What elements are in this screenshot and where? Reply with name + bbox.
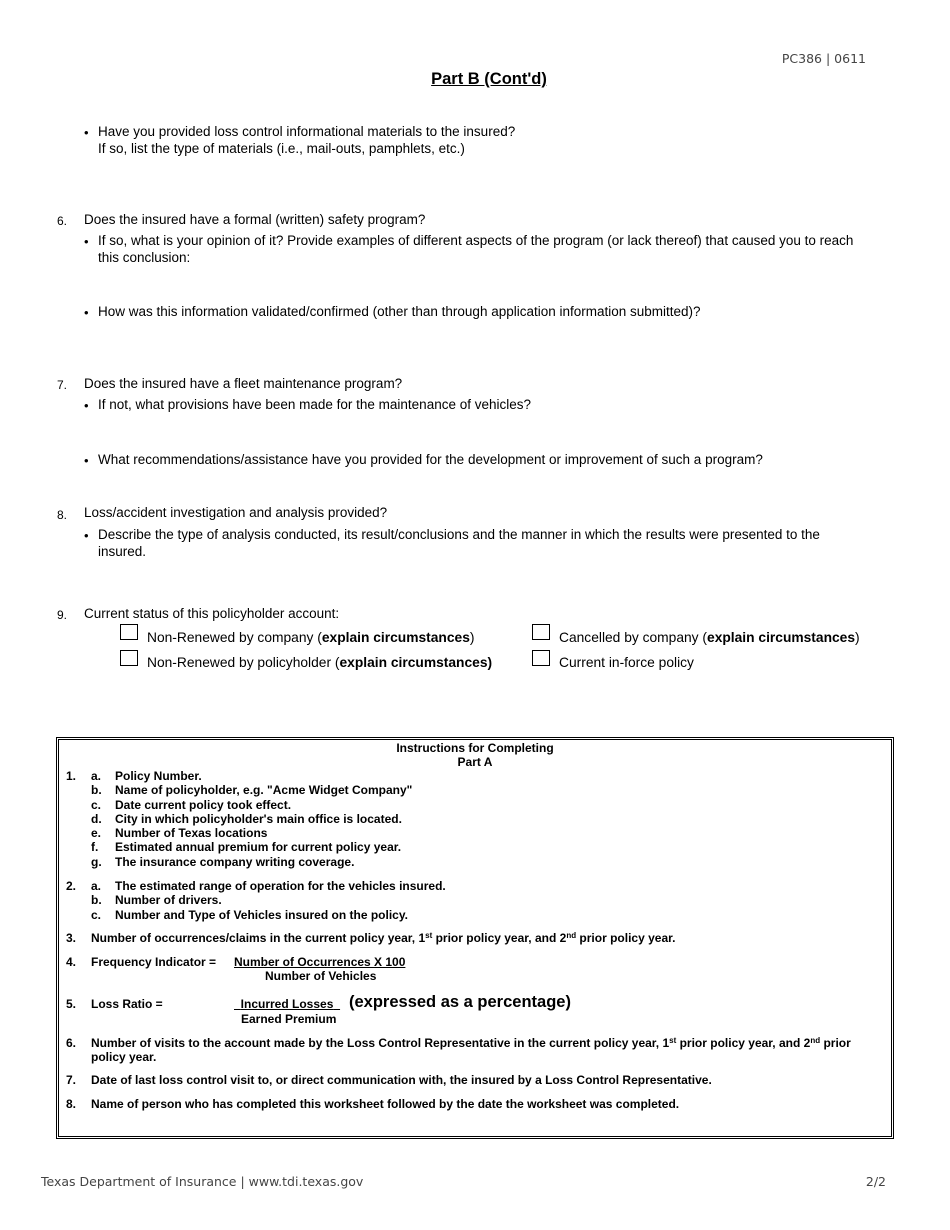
question-7-bullet-1: If not, what provisions have been made for the maintenance of vehicles?: [98, 397, 532, 412]
instruction-number: 2.: [66, 879, 77, 893]
option-non-renewed-by-policyholder: Non-Renewed by policyholder (explain circumstances): [147, 655, 493, 670]
loss-ratio-denominator: Earned Premium: [241, 1012, 337, 1026]
question-number: 8.: [57, 508, 68, 522]
question-6: Does the insured have a formal (written) safety program?: [84, 212, 426, 227]
instruction-2-list: a. The estimated range of operation for the vehicles insured. b. Number of drivers. c. Number and Type of Vehicles insured on the policy.: [91, 879, 446, 922]
instruction-8: Name of person who has completed this worksheet followed by the date the worksheet was completed.: [91, 1097, 680, 1111]
question-9: Current status of this policyholder account:: [84, 606, 340, 621]
option-non-renewed-by-company: Non-Renewed by company (explain circumstances): [147, 630, 475, 645]
form-code: PC386 | 0611: [781, 51, 866, 66]
question-6-bullet-1: If so, what is your opinion of it? Provide examples of different aspects of the program (or lack thereof) that caused you to reach this conclusion:: [98, 233, 854, 265]
checkbox-cancelled-by-company[interactable]: [532, 624, 550, 640]
bullet-marker: •: [84, 305, 89, 320]
checkbox-current-in-force[interactable]: [532, 650, 550, 666]
instruction-6: Number of visits to the account made by the Loss Control Representative in the current policy year, 1st prior policy year, and 2nd prior policy year.: [91, 1036, 851, 1065]
instruction-number: 4.: [66, 955, 77, 969]
frequency-denominator: Number of Vehicles: [265, 969, 377, 983]
page-title: Part B (Cont'd): [431, 70, 547, 88]
instruction-1-list: a. Policy Number. b. Name of policyholder, e.g. "Acme Widget Company" c. Date current policy took effect. d. City in which policyholder's main office is located. e. Number of Texas locations f. Estimated annual premium for current policy year. g. The insurance company writing coverage.: [91, 769, 413, 869]
page-number: 2/2: [865, 1174, 886, 1189]
loss-ratio-note: (expressed as a percentage): [349, 993, 571, 1011]
question-number: 6.: [57, 214, 68, 228]
instruction-number: 3.: [66, 931, 77, 945]
instruction-3: Number of occurrences/claims in the current policy year, 1st prior policy year, and 2nd prior policy year.: [91, 931, 676, 945]
option-cancelled-by-company: Cancelled by company (explain circumstances): [559, 630, 860, 645]
instructions-title: Instructions for Completing Part A: [396, 741, 554, 770]
instruction-7: Date of last loss control visit to, or direct communication with, the insured by a Loss Control Representative.: [91, 1073, 712, 1087]
instruction-number: 8.: [66, 1097, 77, 1111]
frequency-indicator-label: Frequency Indicator =: [91, 955, 217, 969]
checkbox-non-renewed-by-company[interactable]: [120, 624, 138, 640]
question-7-bullet-2: What recommendations/assistance have you provided for the development or improvement of such a program?: [98, 452, 763, 467]
frequency-numerator: Number of Occurrences X 100: [234, 955, 406, 969]
bullet-marker: •: [84, 125, 89, 140]
question-8: Loss/accident investigation and analysis provided?: [84, 505, 388, 520]
question-8-bullet-1: Describe the type of analysis conducted, its result/conclusions and the manner in which the results were presented to the insured.: [98, 527, 820, 559]
bullet-marker: •: [84, 398, 89, 413]
loss-ratio-label: Loss Ratio =: [91, 997, 163, 1011]
question-number: 7.: [57, 378, 68, 392]
bullet-marker: •: [84, 234, 89, 249]
question-7: Does the insured have a fleet maintenance program?: [84, 376, 403, 391]
instruction-number: 1.: [66, 769, 77, 783]
footer-agency: Texas Department of Insurance | www.tdi.texas.gov: [41, 1174, 364, 1189]
instruction-number: 5.: [66, 997, 77, 1011]
checkbox-non-renewed-by-policyholder[interactable]: [120, 650, 138, 666]
instruction-number: 7.: [66, 1073, 77, 1087]
loss-ratio-numerator: Incurred Losses: [240, 997, 334, 1011]
question-number: 9.: [57, 608, 68, 622]
instruction-number: 6.: [66, 1036, 77, 1050]
bullet-marker: •: [84, 528, 89, 543]
question-6-bullet-2: How was this information validated/confirmed (other than through application information submitted)?: [98, 304, 701, 319]
intro-question: Have you provided loss control informational materials to the insured? If so, list the type of materials (i.e., mail-outs, pamphlets, etc.): [98, 124, 516, 156]
bullet-marker: •: [84, 453, 89, 468]
option-current-in-force: Current in-force policy: [559, 655, 694, 670]
